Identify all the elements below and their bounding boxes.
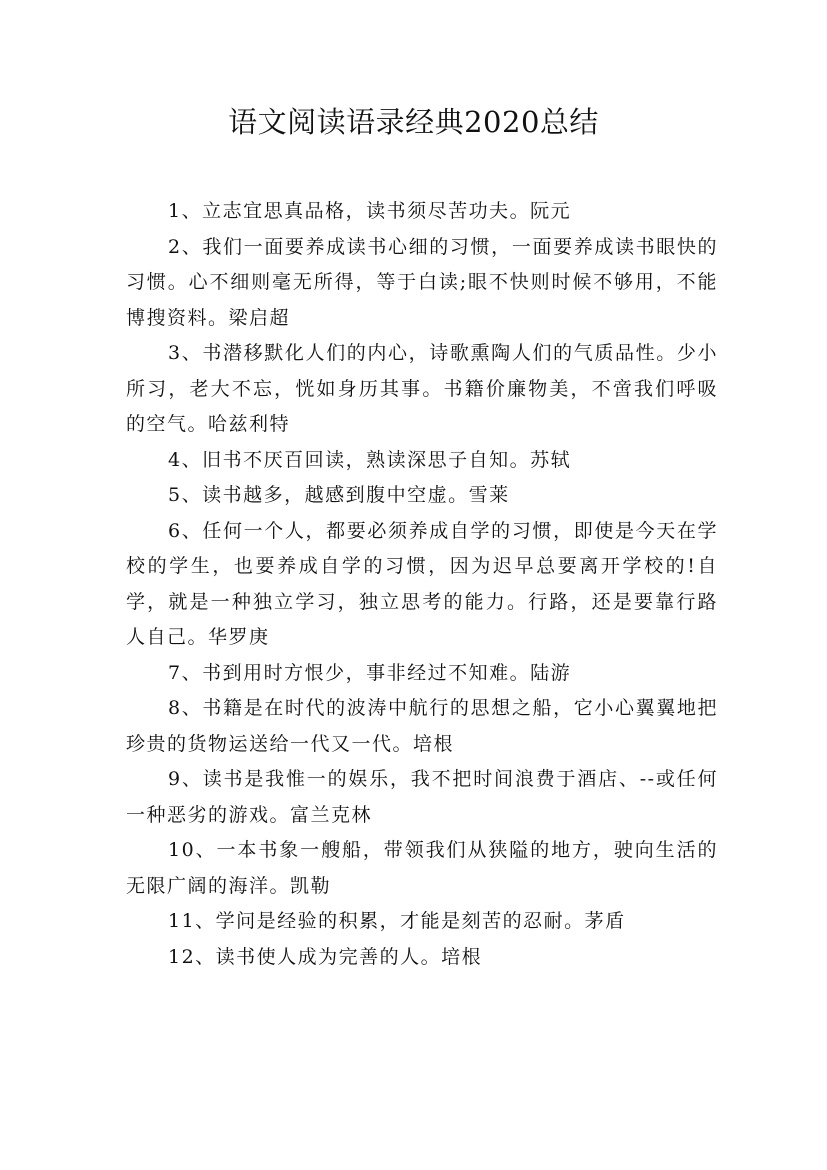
quote-list [126,194,718,975]
quote-paragraph-2: 2、我们一面要养成读书心细的习惯，一面要养成读书眼快的习惯。心不细则毫无所得，等于白读;眼不快则时候不够用，不能博搜资料。梁启超 [126,235,718,329]
document-title: 语文阅读语录经典2020总结 [228,105,599,139]
quote-paragraph-7: 7、书到用时方恨少，事非经过不知难。陆游 [168,661,572,684]
quote-paragraph-8: 8、书籍是在时代的波涛中航行的思想之船，它小心翼翼地把珍贵的货物运送给一代又一代。培根 [126,697,718,755]
quote-paragraph-6: 6、任何一个人，都要必须养成自学的习惯，即使是今天在学校的学生，也要养成自学的习惯，因为迟早总要离开学校的!自学，就是一种独立学习，独立思考的能力。行路，还是要靠行路人自己。华罗庚 [126,519,718,648]
quote-paragraph-11: 11、学问是经验的积累，才能是刻苦的忍耐。茅盾 [168,910,626,932]
quote-paragraph-3: 3、书潜移默化人们的内心，诗歌熏陶人们的气质品性。少小所习，老大不忘，恍如身历其事。书籍价廉物美，不啻我们呼吸的空气。哈兹利特 [126,342,718,435]
quote-paragraph-12: 12、读书使人成为完善的人。培根 [168,945,483,968]
quote-paragraph-10: 10、一本书象一艘船，带领我们从狭隘的地方，驶向生活的无限广阔的海洋。凯勒 [126,839,718,897]
quote-paragraph-4: 4、旧书不厌百回读，熟读深思子自知。苏轼 [168,448,572,471]
quote-paragraph-9: 9、读书是我惟一的娱乐，我不把时间浪费于酒店、--或任何一种恶劣的游戏。富兰克林 [126,768,718,826]
quote-paragraph-5: 5、读书越多，越感到腹中空虚。雪莱 [168,484,510,506]
quote-paragraph-1: 1、立志宜思真品格，读书须尽苦功夫。阮元 [168,200,572,222]
